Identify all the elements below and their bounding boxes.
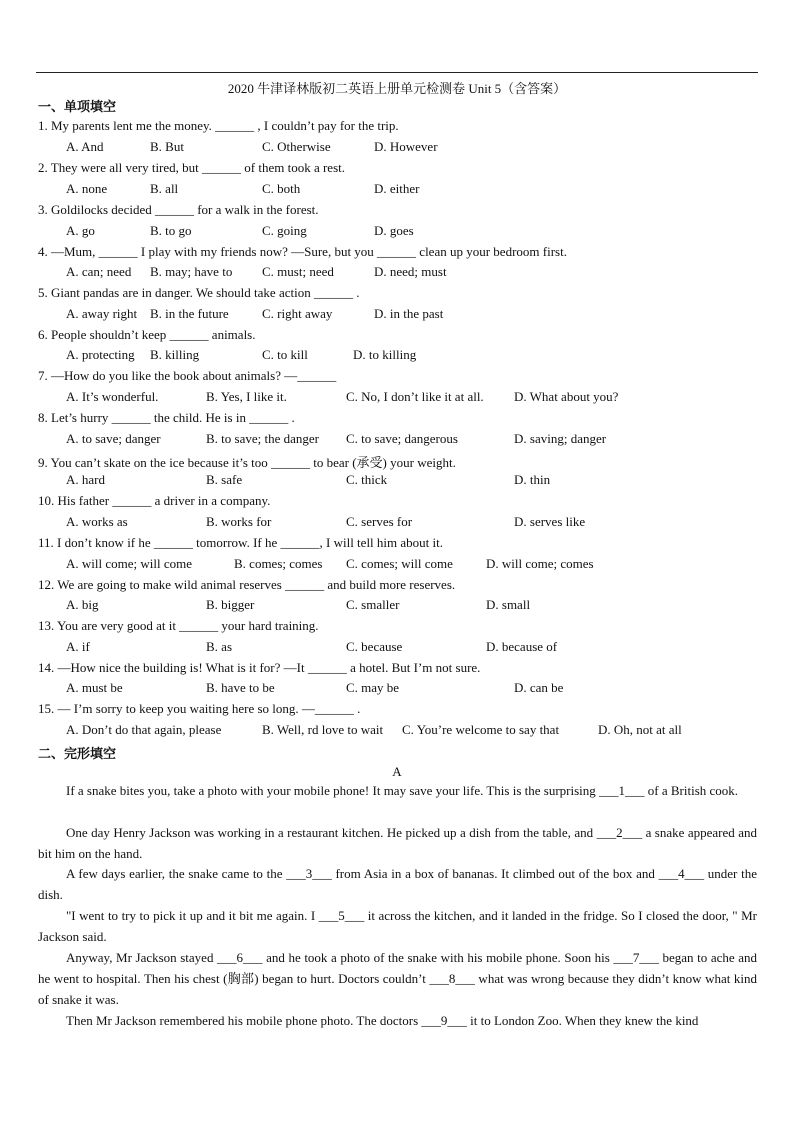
header-rule: [36, 72, 758, 73]
option-c[interactable]: C. because: [346, 639, 403, 654]
option-d[interactable]: D. goes: [374, 223, 414, 238]
options-8: [66, 431, 766, 449]
option-c[interactable]: C. must; need: [262, 264, 334, 279]
passage-paragraph-3: A few days earlier, the snake came to the ___3___ from Asia in a box of bananas. It climbed out of the box and ___4___ under the dish.: [38, 866, 757, 902]
question-12: 12. We are going to make wild animal reserves ______ and build more reserves.: [38, 577, 456, 592]
option-c[interactable]: C. comes; will come: [346, 556, 453, 571]
option-d[interactable]: D. can be: [514, 680, 564, 695]
option-c[interactable]: C. You’re welcome to say that: [402, 722, 560, 737]
option-a[interactable]: A. can; need: [66, 264, 132, 279]
option-b[interactable]: B. safe: [206, 472, 243, 487]
option-d[interactable]: D. to killing: [353, 347, 417, 362]
option-d[interactable]: D. Oh, not at all: [598, 722, 682, 737]
option-a[interactable]: A. go: [66, 223, 95, 238]
option-b[interactable]: B. have to be: [206, 680, 275, 695]
option-b[interactable]: B. comes; comes: [234, 556, 323, 571]
option-a[interactable]: A. hard: [66, 472, 105, 487]
passage-paragraph-2: One day Henry Jackson was working in a restaurant kitchen. He picked up a dish from the table, and ___2___ a snake appeared and bit him on the hand.: [38, 825, 757, 861]
option-c[interactable]: C. Otherwise: [262, 139, 331, 154]
question-13: 13. You are very good at it ______ your hard training.: [38, 618, 319, 633]
option-c[interactable]: C. thick: [346, 472, 388, 487]
section-heading-cloze: 二、完形填空: [38, 747, 117, 762]
option-a[interactable]: A. Don’t do that again, please: [66, 722, 222, 737]
question-7: 7. —How do you like the book about animals? —______: [38, 368, 337, 383]
option-d[interactable]: D. will come; comes: [486, 556, 594, 571]
section-heading-single-choice: 一、单项填空: [38, 100, 117, 115]
option-a[interactable]: A. protecting: [66, 347, 135, 362]
question-9: 9. You can’t skate on the ice because it’s too ______ to bear (承受) your weight.: [38, 455, 456, 470]
option-b[interactable]: B. But: [150, 139, 184, 154]
options-5: [66, 306, 766, 324]
option-a[interactable]: A. away right: [66, 306, 138, 321]
question-11: 11. I don’t know if he ______ tomorrow. If he ______, I will tell him about it.: [38, 535, 443, 550]
question-1: 1. My parents lent me the money. ______ , I couldn’t pay for the trip.: [38, 118, 399, 133]
question-2: 2. They were all very tired, but ______ of them took a rest.: [38, 160, 345, 175]
option-c[interactable]: C. to save; dangerous: [346, 431, 458, 446]
option-a[interactable]: A. will come; will come: [66, 556, 193, 571]
options-7: [66, 389, 766, 407]
option-d[interactable]: D. small: [486, 597, 531, 612]
options-11: [66, 556, 766, 574]
options-6: [66, 347, 766, 365]
options-4: [66, 264, 766, 282]
option-d[interactable]: D. However: [374, 139, 438, 154]
passage-paragraph-5: Anyway, Mr Jackson stayed ___6___ and he took a photo of the snake with his mobile phone. Soon his ___7___ began to ache and he went to hospital. Then his chest (胸部) began to hurt. Doctors couldn’t ___8___ what was wrong because they didn’t know what kind of snake it was.: [38, 950, 757, 1007]
options-10: [66, 514, 766, 532]
option-b[interactable]: B. in the future: [150, 306, 229, 321]
passage-paragraph-4: "I went to try to pick it up and it bit me again. I ___5___ it across the kitchen, and it landed in the fridge. So I closed the door, " Mr Jackson said.: [38, 908, 757, 944]
option-c[interactable]: C. No, I don’t like it at all.: [346, 389, 484, 404]
options-13: [66, 639, 766, 657]
option-b[interactable]: B. to save; the danger: [206, 431, 319, 446]
question-10: 10. His father ______ a driver in a company.: [38, 493, 271, 508]
options-12: [66, 597, 766, 615]
options-3: [66, 223, 766, 241]
option-b[interactable]: B. may; have to: [150, 264, 233, 279]
option-b[interactable]: B. as: [206, 639, 232, 654]
option-a[interactable]: A. works as: [66, 514, 128, 529]
option-c[interactable]: C. may be: [346, 680, 400, 695]
option-a[interactable]: A. big: [66, 597, 99, 612]
option-b[interactable]: B. to go: [150, 223, 192, 238]
option-b[interactable]: B. bigger: [206, 597, 255, 612]
options-14: [66, 680, 766, 698]
passage-paragraph-6: Then Mr Jackson remembered his mobile phone photo. The doctors ___9___ it to London Zoo. When they knew the kind: [66, 1013, 699, 1028]
question-14: 14. —How nice the building is! What is it for? —It ______ a hotel. But I’m not sure.: [38, 660, 481, 675]
options-15: [66, 722, 766, 740]
option-d[interactable]: D. in the past: [374, 306, 444, 321]
option-a[interactable]: A. if: [66, 639, 90, 654]
option-c[interactable]: C. going: [262, 223, 307, 238]
option-b[interactable]: B. works for: [206, 514, 272, 529]
option-b[interactable]: B. Well, rd love to wait: [262, 722, 384, 737]
option-a[interactable]: A. to save; danger: [66, 431, 161, 446]
option-d[interactable]: D. need; must: [374, 264, 447, 279]
options-9: [66, 472, 766, 490]
option-c[interactable]: C. right away: [262, 306, 333, 321]
question-5: 5. Giant pandas are in danger. We should take action ______ .: [38, 285, 360, 300]
option-a[interactable]: A. must be: [66, 680, 123, 695]
options-1: [66, 139, 766, 157]
option-b[interactable]: B. all: [150, 181, 179, 196]
option-a[interactable]: A. And: [66, 139, 104, 154]
options-2: [66, 181, 766, 199]
passage-label: A: [392, 764, 402, 779]
option-d[interactable]: D. serves like: [514, 514, 586, 529]
option-d[interactable]: D. because of: [486, 639, 558, 654]
question-15: 15. — I’m sorry to keep you waiting here so long. —______ .: [38, 701, 361, 716]
passage-paragraph-1: If a snake bites you, take a photo with your mobile phone! It may save your life. This is the surprising ___1___ of a British cook.: [66, 783, 739, 798]
question-4: 4. —Mum, ______ I play with my friends now? —Sure, but you ______ clean up your bedroom first.: [38, 244, 567, 259]
option-c[interactable]: C. both: [262, 181, 301, 196]
question-8: 8. Let’s hurry ______ the child. He is in ______ .: [38, 410, 295, 425]
option-b[interactable]: B. killing: [150, 347, 200, 362]
option-d[interactable]: D. What about you?: [514, 389, 619, 404]
option-b[interactable]: B. Yes, I like it.: [206, 389, 287, 404]
option-c[interactable]: C. smaller: [346, 597, 400, 612]
option-a[interactable]: A. It’s wonderful.: [66, 389, 159, 404]
option-c[interactable]: C. serves for: [346, 514, 413, 529]
option-d[interactable]: D. saving; danger: [514, 431, 607, 446]
option-d[interactable]: D. either: [374, 181, 420, 196]
question-6: 6. People shouldn’t keep ______ animals.: [38, 327, 256, 342]
document-title: 2020 牛津译林版初二英语上册单元检测卷 Unit 5（含答案）: [227, 81, 567, 96]
option-d[interactable]: D. thin: [514, 472, 551, 487]
question-3: 3. Goldilocks decided ______ for a walk in the forest.: [38, 202, 319, 217]
option-a[interactable]: A. none: [66, 181, 108, 196]
option-c[interactable]: C. to kill: [262, 347, 308, 362]
